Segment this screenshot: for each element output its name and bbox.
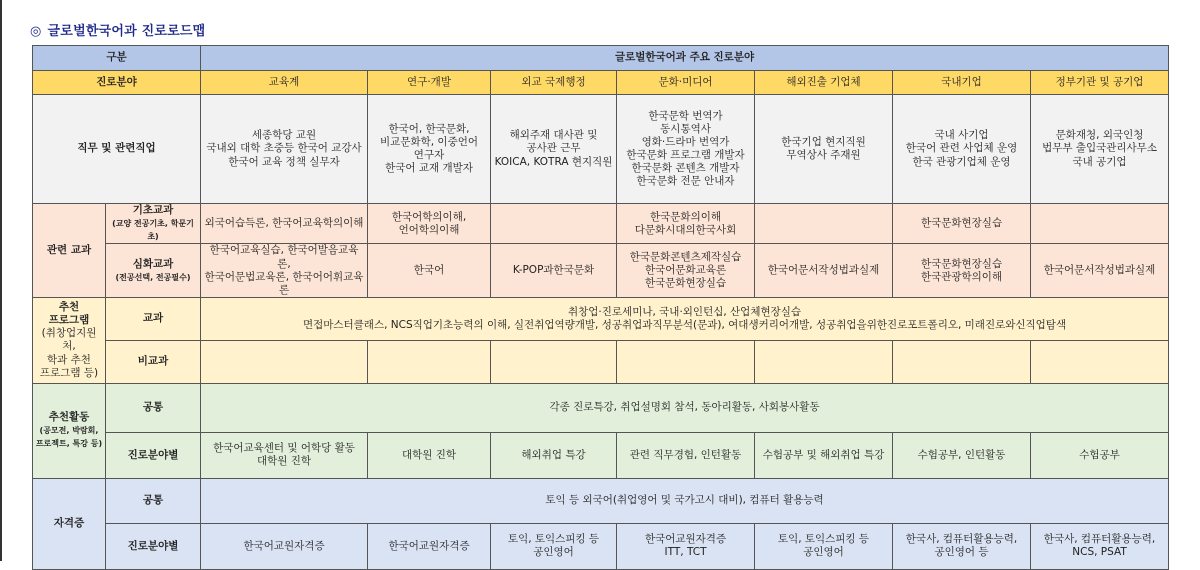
jobs-cell: 국내 사기업 한국어 관련 사업체 운영 한국 관광기업체 운영 (893, 95, 1031, 204)
extracurricular-cell (1031, 340, 1169, 383)
activity-cell: 수험공부 및 해외취업 특강 (755, 432, 893, 478)
basic-course-cell (491, 204, 617, 244)
basic-course-cell: 한국어학의이해, 언어학의이해 (368, 204, 491, 244)
jobs-cell: 한국기업 현지직원 무역상사 주재원 (755, 95, 893, 204)
cert-cell: 한국어교원자격증 ITT, TCT (617, 523, 755, 569)
courses-label: 관련 교과 (33, 204, 106, 298)
certs-common-label: 공통 (106, 478, 201, 523)
cert-cell: 토익, 토익스피킹 등 공인영어 (491, 523, 617, 569)
activities-common-text: 각종 진로특강, 취업설명회 참석, 동아리활동, 사회봉사활동 (201, 383, 1169, 432)
programs-extracurricular-label: 비교과 (106, 340, 201, 383)
certs-byfield-label: 진로분야별 (106, 523, 201, 569)
advanced-course-cell: K-POP과한국문화 (491, 244, 617, 298)
advanced-course-cell: 한국어 (368, 244, 491, 298)
advanced-course-cell: 한국문화콘텐츠제작실습 한국어문화교육론 한국문화현장실습 (617, 244, 755, 298)
field-government: 정부기관 및 공기업 (1031, 71, 1169, 95)
field-culture-media: 문화·미디어 (617, 71, 755, 95)
advanced-course-cell: 한국어문서작성법과실제 (1031, 244, 1169, 298)
programs-curricular-text: 취창업·진로세미나, 국내·외인턴십, 산업체현장실습 면접마스터클래스, NCS직업기초능력의 이해, 실전취업역량개발, 성공취업과직무분석(문과), 여대생커리어개발, 성공취업을위한진로포트폴리오, 미래진로와신직업탐색 (201, 297, 1169, 340)
advanced-courses-label (106, 244, 201, 298)
extracurricular-cell (491, 340, 617, 383)
activities-common-label: 공통 (106, 383, 201, 432)
activity-cell: 해외취업 특강 (491, 432, 617, 478)
basic-course-cell (1031, 204, 1169, 244)
extracurricular-cell (893, 340, 1031, 383)
jobs-cell: 한국어, 한국문화, 비교문화학, 이중언어 연구자 한국어 교재 개발자 (368, 95, 491, 204)
activity-cell: 관련 직무경험, 인턴활동 (617, 432, 755, 478)
cert-cell: 한국사, 컴퓨터활용능력, NCS, PSAT (1031, 523, 1169, 569)
jobs-cell: 한국문학 번역가 동시통역사 영화·드라마 번역가 한국문화 프로그램 개발자 한국문화 콘텐츠 개발자 한국문화 전문 안내자 (617, 95, 755, 204)
field-research: 연구·개발 (368, 71, 491, 95)
title-circle-icon: ◎ (30, 24, 42, 39)
basic-course-cell: 한국문화현장실습 (893, 204, 1031, 244)
programs-title: 추천 프로그램 (48, 301, 90, 327)
activity-cell: 수험공부, 인턴활동 (893, 432, 1031, 478)
advanced-courses-title: 심화교과 (132, 257, 174, 270)
advanced-course-cell: 한국어교육실습, 한국어발음교육론, 한국어문법교육론, 한국어어휘교육론 (201, 244, 368, 298)
activity-cell: 한국어교육센터 및 어학당 활동 대학원 진학 (201, 432, 368, 478)
cert-cell: 토익, 토익스피킹 등 공인영어 (755, 523, 893, 569)
programs-sub: (취창업지원처, 학과 추천 프로그램 등) (39, 327, 99, 379)
field-education: 교육계 (201, 71, 368, 95)
basic-course-cell: 외국어습득론, 한국어교육학의이해 (201, 204, 368, 244)
career-roadmap-table (32, 45, 1169, 570)
cert-cell: 한국어교원자격증 (368, 523, 491, 569)
jobs-label: 직무 및 관련직업 (33, 95, 201, 204)
field-domestic-company: 국내기업 (893, 71, 1031, 95)
field-diplomacy: 외교 국제행정 (491, 71, 617, 95)
activity-cell: 수험공부 (1031, 432, 1169, 478)
extracurricular-cell (617, 340, 755, 383)
activity-cell: 대학원 진학 (368, 432, 491, 478)
programs-label (33, 297, 106, 383)
advanced-course-cell: 한국어문서작성법과실제 (755, 244, 893, 298)
basic-course-cell (755, 204, 893, 244)
extracurricular-cell (201, 340, 368, 383)
basic-course-cell: 한국문화의이해 다문화시대의한국사회 (617, 204, 755, 244)
fields-label: 진로분야 (33, 71, 201, 95)
activities-byfield-label: 진로분야별 (106, 432, 201, 478)
advanced-course-cell: 한국문화현장실습 한국관광학의이해 (893, 244, 1031, 298)
activities-title: 추천활동 (48, 411, 90, 424)
basic-courses-sub: (교양 전공기초, 학문기초) (112, 219, 194, 242)
jobs-cell: 세종학당 교원 국내외 대학 초중등 한국어 교강사 한국어 교육 정책 실무자 (201, 95, 368, 204)
header-main: 글로벌한국어과 주요 진로분야 (201, 46, 1169, 71)
jobs-cell: 문화재청, 외국인청 법무부 출입국관리사무소 국내 공기업 (1031, 95, 1169, 204)
activities-label (33, 383, 106, 478)
basic-courses-label (106, 204, 201, 244)
header-category: 구분 (33, 46, 201, 71)
left-edge-line (0, 0, 2, 561)
programs-curricular-label: 교과 (106, 297, 201, 340)
activities-sub: (공모전, 박람회, 프로젝트, 특강 등) (35, 426, 103, 449)
certs-label: 자격증 (33, 478, 106, 569)
page-title (30, 20, 205, 39)
certs-common-text: 토익 등 외국어(취업영어 및 국가고시 대비), 컴퓨터 활용능력 (201, 478, 1169, 523)
title-text: 글로벌한국어과 진로로드맵 (47, 24, 206, 39)
field-overseas-company: 해외진출 기업체 (755, 71, 893, 95)
cert-cell: 한국사, 컴퓨터활용능력, 공인영어 등 (893, 523, 1031, 569)
jobs-cell: 해외주재 대사관 및 공사관 근무 KOICA, KOTRA 현지직원 (491, 95, 617, 204)
advanced-courses-sub: (전공선택, 전공필수) (115, 272, 191, 282)
basic-courses-title: 기초교과 (132, 204, 174, 216)
extracurricular-cell (755, 340, 893, 383)
cert-cell: 한국어교원자격증 (201, 523, 368, 569)
extracurricular-cell (368, 340, 491, 383)
